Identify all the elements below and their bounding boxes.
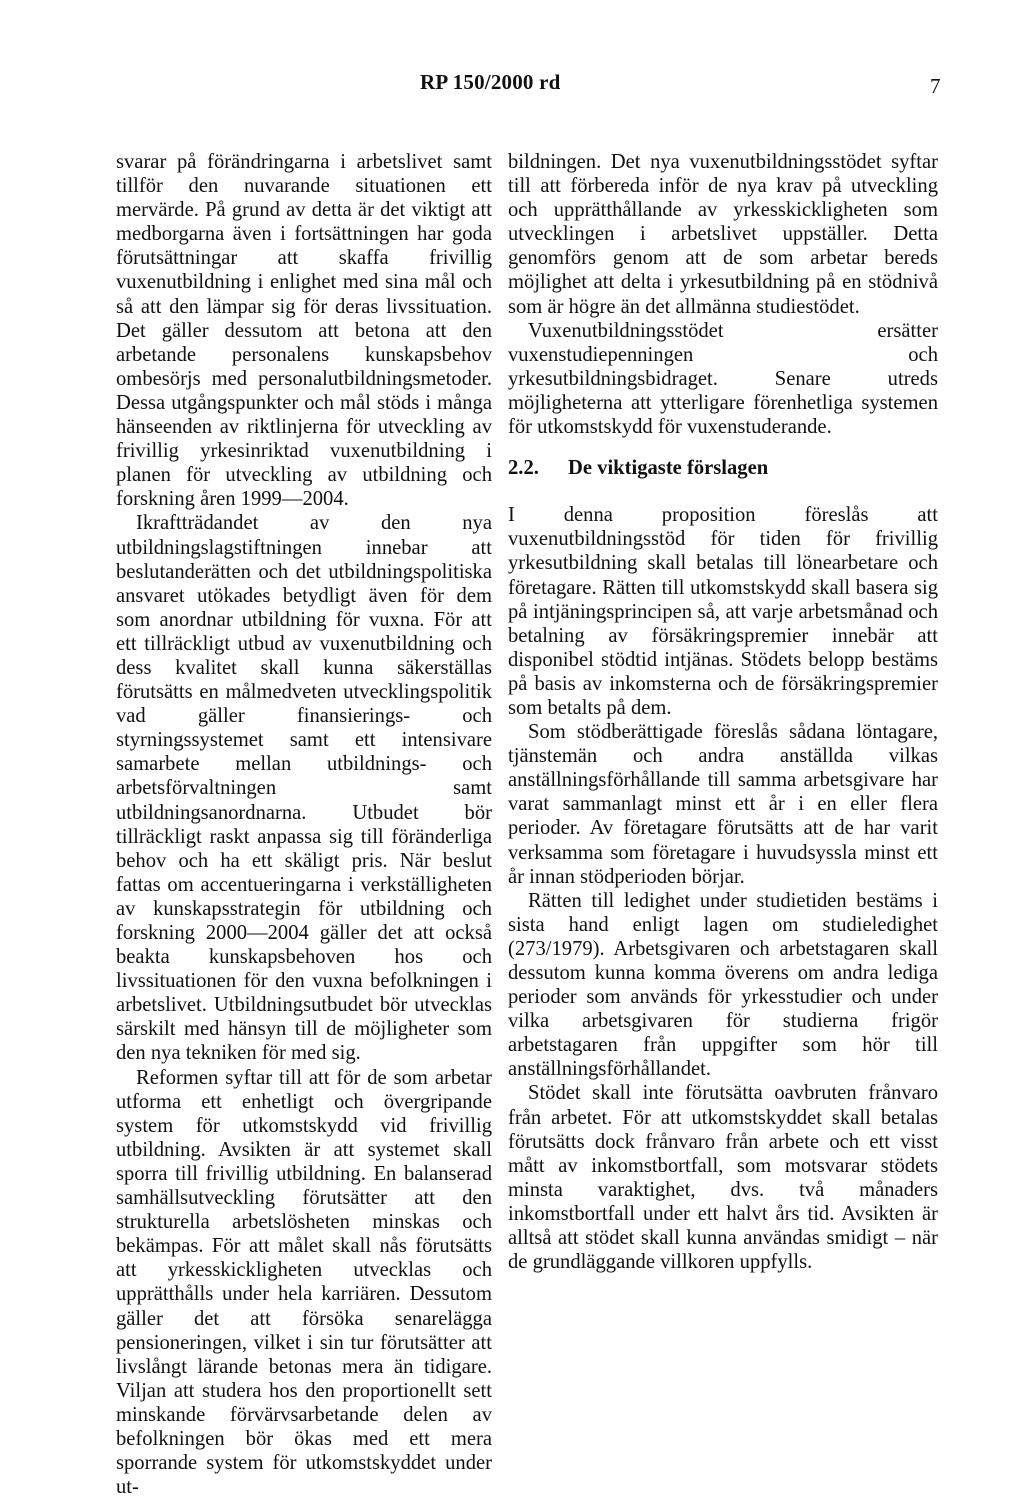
paragraph: Vuxenutbildningsstödet ersätter vuxenstudiepenningen och yrkesutbildningsbidraget. Senare utreds möjligheterna att ytterligare förenhetliga systemen för utkomstskydd för vuxenstuderande. — [508, 319, 938, 439]
paragraph: Rätten till ledighet under studietiden bestäms i sista hand enligt lagen om studieledighet (273/1979). Arbetsgivaren och arbetstagaren skall dessutom kunna komma överens om andra lediga perioder som används för yrkesstudier och under vilka arbetsgivaren för studierna frigör arbetstagaren från uppgifter som hör till anställningsförhållandet. — [508, 889, 938, 1081]
paragraph: bildningen. Det nya vuxenutbildningsstödet syftar till att förbereda inför de nya krav på utveckling och upprätthållande av yrkesskickligheten som utvecklingen i arbetslivet uppställer. Detta genomförs genom att de som arbetar bereds möjlighet att delta i yrkesutbildning på en stödnivå som är högre än det allmänna studiestödet. — [508, 151, 938, 318]
document-id: RP 150/2000 rd — [420, 70, 561, 94]
section-number: 2.2. — [508, 457, 539, 480]
paragraph: Stödet skall inte förutsätta oavbruten frånvaro från arbetet. För att utkomstskyddet skall betalas förutsätts dock frånvaro från arbete och ett visst mått av inkomstbortfall, som motsvarar stödets minsta varaktighet, dvs. två månaders inkomstbortfall under ett halvt års tid. Avsikten är alltså att stödet skall kunna användas smidigt – när de grundläggande villkoren uppfylls. — [508, 1082, 938, 1274]
paragraph: Ikraftträdandet av den nya utbildningslagstiftningen innebar att beslutanderätten och det utbildningspolitiska ansvaret utökades betydligt även för dem som anordnar utbildning för vuxna. För att ett tillräckligt utbud av vuxenutbildning och dess kvalitet skall kunna säkerställas förutsätts en målmedveten utvecklingspolitik vad gäller finansierings- och styrningssystemet samt ett intensivare samarbete mellan utbildnings- och arbetsförvaltningen samt utbildningsanordnarna. Utbudet bör tillräckligt raskt anpassa sig till föränderliga behov och ha ett skäligt pris. När beslut fattas om accentueringarna i verkställigheten av kunskapsstrategin för utbildning och forskning 2000—2004 gäller det att också beakta kunskapsbehoven hos och livssituationen för den vuxna befolkningen i arbetslivet. Utbildningsutbudet bör utvecklas särskilt med hänsyn till de möjligheter som den nya tekniken för med sig. — [116, 512, 492, 1065]
paragraph: svarar på förändringarna i arbetslivet samt tillför den nuvarande situationen ett mervärde. På grund av detta är det viktigt att medborgarna även i fortsättningen har goda förutsättningar att skaffa frivillig vuxenutbildning i enlighet med sina mål och så att den lämpar sig för deras livssituation. Det gäller dessutom att betona att den arbetande personalens kunskapsbehov ombesörjs med personalutbildningsmetoder. Dessa utgångspunkter och mål stöds i många hänseenden av riktlinjerna för utveckling av frivillig yrkesinriktad vuxenutbildning i planen för utveckling av utbildning och forskning åren 1999—2004. — [116, 151, 492, 511]
section-heading — [508, 456, 938, 480]
left-column — [116, 150, 492, 1499]
section-title: De viktigaste förslagen — [568, 457, 769, 480]
paragraph: I denna proposition föreslås att vuxenutbildningsstöd för tiden för frivillig yrkesutbildning skall betalas till lönearbetare och företagare. Rätten till utkomstskydd skall basera sig på intjäningsprincipen så, att varje arbetsmånad och betalning av försäkringspremier innebär att disponibel stödtid intjänas. Stödets belopp bestäms på basis av inkomsterna och de försäkringspremier som betalts på dem. — [508, 504, 938, 719]
page-number: 7 — [930, 74, 941, 98]
paragraph: Som stödberättigade föreslås sådana löntagare, tjänstemän och andra anställda vilkas anställningsförhållande till samma arbetsgivare har varat sammanlagt minst ett år i en eller flera perioder. Av företagare förutsätts att de har varit verksamma som företagare i huvudsyssla minst ett år innan stödperioden börjar. — [508, 721, 938, 888]
page-header — [0, 70, 1024, 102]
right-column — [508, 150, 938, 1274]
paragraph: Reformen syftar till att för de som arbetar utforma ett enhetligt och övergripande system för utkomstskydd vid frivillig utbildning. Avsikten är att systemet skall sporra till frivillig utbildning. En balanserad samhällsutveckling förutsätter att den strukturella arbetslösheten minskas och bekämpas. För att målet skall nås förutsätts att yrkesskickligheten utvecklas och upprätthålls under hela karriären. Dessutom gäller det att försöka senarelägga pensioneringen, vilket i sin tur förutsätter att livslångt lärande betonas mera än tidigare. Viljan att studera hos den proportionellt sett minskande förvärvsarbetande delen av befolkningen bör ökas med ett mera sporrande system för utkomstskyddet under ut- — [116, 1066, 492, 1499]
